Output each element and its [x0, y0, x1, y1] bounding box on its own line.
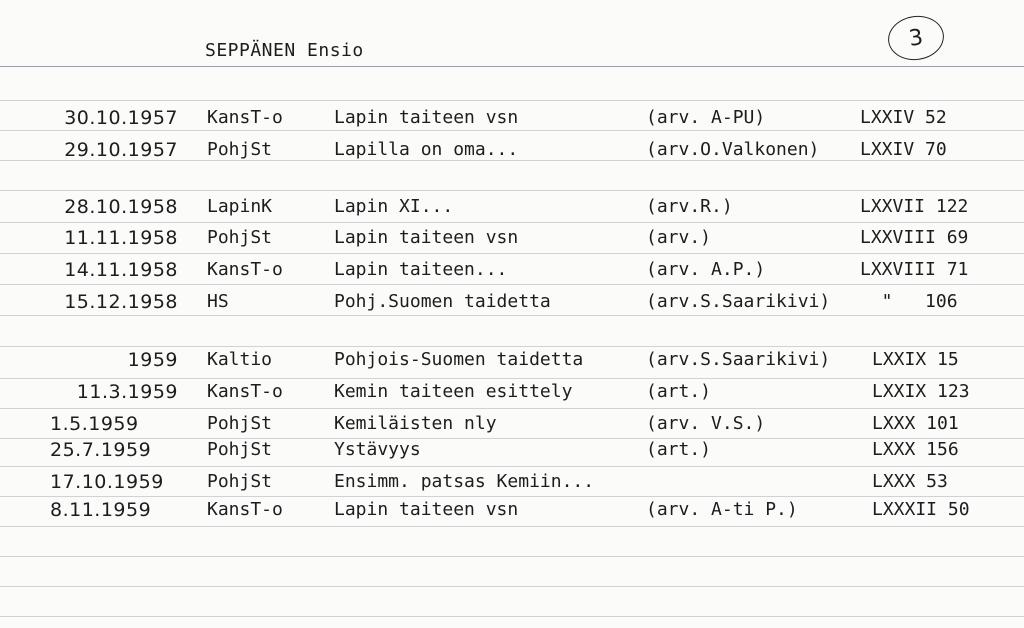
- entry-publication: PohjSt: [207, 139, 273, 160]
- entry-date: 1959: [127, 349, 178, 371]
- entry-reference: LXXIX 123: [872, 381, 970, 402]
- page-number: 3: [907, 24, 925, 52]
- entry-row: [0, 436, 1024, 464]
- entry-date: 28.10.1958: [64, 196, 178, 218]
- entry-date: 17.10.1959: [50, 471, 164, 493]
- entry-note: (arv.O.Valkonen): [646, 139, 820, 160]
- page-number-circle: [885, 12, 947, 63]
- ruled-line: [0, 222, 1024, 223]
- entry-date: 30.10.1957: [64, 107, 178, 129]
- entry-row: [0, 288, 1024, 316]
- entry-note: (arv. A.P.): [646, 259, 766, 280]
- entry-reference: LXXX 156: [872, 439, 959, 460]
- entry-note: (arv.S.Saarikivi): [646, 349, 831, 370]
- entry-note: (arv. V.S.): [646, 413, 766, 434]
- entry-reference: LXXVIII 71: [860, 259, 969, 280]
- entry-title: Lapin taiteen vsn: [334, 107, 519, 128]
- entry-note: (art.): [646, 381, 712, 402]
- entry-publication: Kaltio: [207, 349, 273, 370]
- entry-note: (arv. A-ti P.): [646, 499, 798, 520]
- entry-note: (art.): [646, 439, 712, 460]
- entry-date: 11.11.1958: [64, 227, 178, 249]
- entry-publication: KansT-o: [207, 499, 283, 520]
- entry-title: Lapin taiteen vsn: [334, 227, 519, 248]
- entry-reference: LXXIV 70: [860, 139, 947, 160]
- ruled-line: [0, 616, 1024, 617]
- entry-publication: PohjSt: [207, 227, 273, 248]
- entry-title: Lapilla on oma...: [334, 139, 519, 160]
- entry-publication: HS: [207, 291, 229, 312]
- ruled-line: [0, 253, 1024, 254]
- entry-date: 8.11.1959: [50, 499, 152, 521]
- entry-title: Kemin taiteen esittely: [334, 381, 573, 402]
- entry-title: Kemiläisten nly: [334, 413, 497, 434]
- entry-title: Lapin taiteen...: [334, 259, 508, 280]
- entry-reference: LXXXII 50: [872, 499, 970, 520]
- entry-note: (arv. A-PU): [646, 107, 766, 128]
- entry-date: 14.11.1958: [64, 259, 178, 281]
- entry-row: [0, 256, 1024, 284]
- entry-row: [0, 224, 1024, 252]
- entry-row: [0, 104, 1024, 132]
- entry-row: [0, 378, 1024, 406]
- entry-date: 11.3.1959: [76, 381, 178, 403]
- entry-publication: PohjSt: [207, 471, 273, 492]
- entry-note: (arv.R.): [646, 196, 733, 217]
- entry-publication: PohjSt: [207, 439, 273, 460]
- entry-date: 1.5.1959: [50, 413, 139, 435]
- ruled-line: [0, 284, 1024, 285]
- entry-publication: PohjSt: [207, 413, 273, 434]
- entry-reference: LXXVII 122: [860, 196, 969, 217]
- entry-row: [0, 468, 1024, 496]
- ruled-line: [0, 466, 1024, 467]
- entry-reference: LXXIV 52: [860, 107, 947, 128]
- ruled-line: [0, 556, 1024, 557]
- header-rule: [0, 66, 1024, 67]
- entry-row: [0, 193, 1024, 221]
- entry-title: Pohjois-Suomen taidetta: [334, 349, 584, 370]
- entry-note: (arv.): [646, 227, 712, 248]
- entry-title: Lapin XI...: [334, 196, 454, 217]
- entry-row: [0, 496, 1024, 524]
- ruled-line: [0, 100, 1024, 101]
- entry-title: Pohj.Suomen taidetta: [334, 291, 551, 312]
- ruled-line: [0, 526, 1024, 527]
- entry-date: 25.7.1959: [50, 439, 152, 461]
- ruled-line: [0, 586, 1024, 587]
- entry-reference: LXXX 101: [872, 413, 959, 434]
- entry-reference: LXXIX 15: [872, 349, 959, 370]
- entry-date: 29.10.1957: [64, 139, 178, 161]
- entry-title: Ensimm. patsas Kemiin...: [334, 471, 595, 492]
- entry-publication: KansT-o: [207, 259, 283, 280]
- entry-publication: LapinK: [207, 196, 273, 217]
- entry-reference: LXXVIII 69: [860, 227, 969, 248]
- entry-note: (arv.S.Saarikivi): [646, 291, 831, 312]
- ruled-line: [0, 408, 1024, 409]
- entry-row: [0, 346, 1024, 374]
- entry-publication: KansT-o: [207, 107, 283, 128]
- entry-title: Ystävyys: [334, 439, 421, 460]
- card-name: SEPPÄNEN Ensio: [205, 40, 364, 61]
- entry-date: 15.12.1958: [64, 291, 178, 313]
- ruled-line: [0, 190, 1024, 191]
- entry-publication: KansT-o: [207, 381, 283, 402]
- entry-reference: LXXX 53: [872, 471, 948, 492]
- entry-title: Lapin taiteen vsn: [334, 499, 519, 520]
- entry-row: [0, 410, 1024, 438]
- entry-reference: " 106: [860, 291, 958, 312]
- entry-row: [0, 136, 1024, 164]
